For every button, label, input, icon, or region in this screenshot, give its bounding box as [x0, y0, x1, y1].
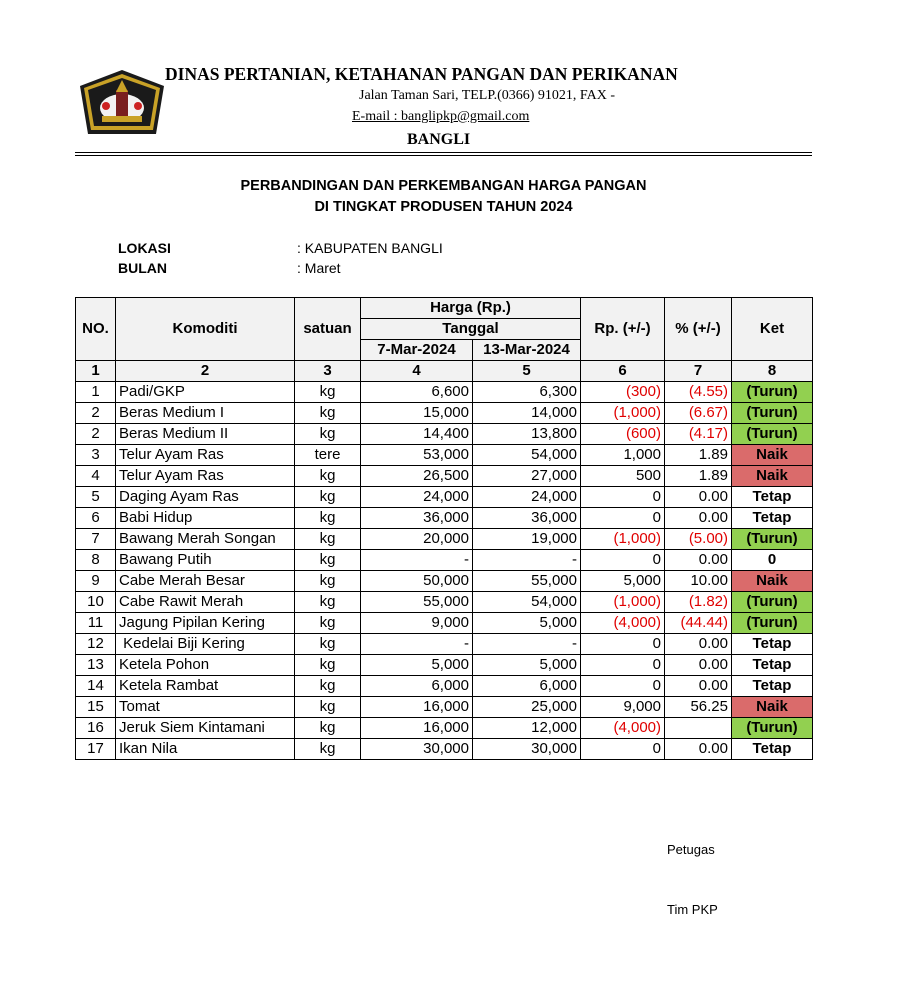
commodity-name: Cabe Merah Besar — [116, 571, 295, 592]
price-date-2: - — [473, 550, 581, 571]
rp-change: 0 — [581, 550, 665, 571]
month-label: BULAN — [118, 260, 167, 276]
rp-change: 0 — [581, 655, 665, 676]
price-date-1: 50,000 — [361, 571, 473, 592]
price-date-1: - — [361, 550, 473, 571]
commodity-name: Ketela Pohon — [116, 655, 295, 676]
pct-change: 0.00 — [665, 676, 732, 697]
unit: kg — [295, 424, 361, 445]
column-number: 8 — [732, 361, 813, 382]
row-number: 10 — [76, 592, 116, 613]
row-number: 17 — [76, 739, 116, 760]
unit: kg — [295, 508, 361, 529]
row-number: 11 — [76, 613, 116, 634]
column-number: 2 — [116, 361, 295, 382]
commodity-name: Kedelai Biji Kering — [116, 634, 295, 655]
officer-team: Tim PKP — [667, 902, 718, 917]
rp-change: 0 — [581, 676, 665, 697]
header-rp-change: Rp. (+/-) — [581, 298, 665, 361]
status-badge: (Turun) — [732, 403, 813, 424]
officer-label: Petugas — [667, 842, 715, 857]
status-badge: Tetap — [732, 487, 813, 508]
price-date-2: 24,000 — [473, 487, 581, 508]
rp-change: (1,000) — [581, 529, 665, 550]
unit: kg — [295, 613, 361, 634]
price-date-2: 6,300 — [473, 382, 581, 403]
pct-change: (5.00) — [665, 529, 732, 550]
commodity-name: Beras Medium II — [116, 424, 295, 445]
status-badge: Naik — [732, 571, 813, 592]
status-badge: (Turun) — [732, 613, 813, 634]
rp-change: (4,000) — [581, 613, 665, 634]
location-value: : KABUPATEN BANGLI — [297, 240, 443, 256]
price-comparison-table — [75, 297, 813, 760]
header-pct-change: % (+/-) — [665, 298, 732, 361]
price-date-1: 16,000 — [361, 697, 473, 718]
price-date-1: 6,000 — [361, 676, 473, 697]
status-badge: (Turun) — [732, 529, 813, 550]
pct-change: 0.00 — [665, 739, 732, 760]
price-date-2: 6,000 — [473, 676, 581, 697]
rp-change: 1,000 — [581, 445, 665, 466]
commodity-name: Ketela Rambat — [116, 676, 295, 697]
table-row — [76, 697, 813, 718]
price-date-2: 54,000 — [473, 445, 581, 466]
pct-change: 0.00 — [665, 487, 732, 508]
price-date-2: 27,000 — [473, 466, 581, 487]
organization-city: BANGLI — [407, 131, 471, 148]
commodity-name: Telur Ayam Ras — [116, 466, 295, 487]
commodity-name: Ikan Nila — [116, 739, 295, 760]
status-badge: Tetap — [732, 508, 813, 529]
price-date-2: 55,000 — [473, 571, 581, 592]
commodity-name: Babi Hidup — [116, 508, 295, 529]
rp-change: (300) — [581, 382, 665, 403]
commodity-name: Cabe Rawit Merah — [116, 592, 295, 613]
price-date-1: 53,000 — [361, 445, 473, 466]
row-number: 8 — [76, 550, 116, 571]
status-badge: Naik — [732, 466, 813, 487]
price-date-1: 30,000 — [361, 739, 473, 760]
rp-change: 0 — [581, 508, 665, 529]
report-title-line-2: DI TINGKAT PRODUSEN TAHUN 2024 — [314, 199, 573, 215]
rp-change: 0 — [581, 739, 665, 760]
price-date-1: 36,000 — [361, 508, 473, 529]
price-date-1: 24,000 — [361, 487, 473, 508]
column-number: 3 — [295, 361, 361, 382]
table-row — [76, 445, 813, 466]
unit: kg — [295, 550, 361, 571]
table-body — [76, 382, 813, 760]
unit: kg — [295, 466, 361, 487]
header-date-1: 7-Mar-2024 — [361, 340, 473, 361]
price-date-2: - — [473, 634, 581, 655]
price-date-2: 25,000 — [473, 697, 581, 718]
price-date-2: 5,000 — [473, 655, 581, 676]
price-date-1: 55,000 — [361, 592, 473, 613]
column-number: 5 — [473, 361, 581, 382]
table-row — [76, 655, 813, 676]
rp-change: (600) — [581, 424, 665, 445]
table-row — [76, 739, 813, 760]
report-title-line-1: PERBANDINGAN DAN PERKEMBANGAN HARGA PANGAN — [240, 178, 647, 194]
letterhead-rule-bottom — [75, 155, 812, 156]
header-satuan: satuan — [295, 298, 361, 361]
rp-change: 0 — [581, 487, 665, 508]
unit: kg — [295, 529, 361, 550]
header-harga: Harga (Rp.) — [361, 298, 581, 319]
table-row — [76, 718, 813, 739]
rp-change: 9,000 — [581, 697, 665, 718]
commodity-name: Beras Medium I — [116, 403, 295, 424]
status-badge: Tetap — [732, 655, 813, 676]
status-badge: Tetap — [732, 739, 813, 760]
status-badge: Tetap — [732, 676, 813, 697]
commodity-name: Bawang Putih — [116, 550, 295, 571]
row-number: 1 — [76, 382, 116, 403]
organization-email[interactable]: E-mail : banglipkp@gmail.com — [352, 109, 530, 124]
pct-change: 1.89 — [665, 445, 732, 466]
price-date-1: 26,500 — [361, 466, 473, 487]
table-row — [76, 613, 813, 634]
organization-address: Jalan Taman Sari, TELP.(0366) 91021, FAX - — [359, 88, 616, 103]
row-number: 2 — [76, 424, 116, 445]
unit: kg — [295, 718, 361, 739]
status-badge: (Turun) — [732, 718, 813, 739]
commodity-name: Daging Ayam Ras — [116, 487, 295, 508]
table-row — [76, 676, 813, 697]
letterhead-rule-top — [75, 152, 812, 153]
price-date-1: - — [361, 634, 473, 655]
price-date-1: 16,000 — [361, 718, 473, 739]
table-row — [76, 382, 813, 403]
pct-change: (1.82) — [665, 592, 732, 613]
unit: kg — [295, 655, 361, 676]
rp-change: 0 — [581, 634, 665, 655]
pct-change: (4.55) — [665, 382, 732, 403]
column-number: 4 — [361, 361, 473, 382]
pct-change: 10.00 — [665, 571, 732, 592]
unit: kg — [295, 634, 361, 655]
row-number: 13 — [76, 655, 116, 676]
price-date-1: 15,000 — [361, 403, 473, 424]
table-row — [76, 634, 813, 655]
table-row — [76, 571, 813, 592]
pct-change: 56.25 — [665, 697, 732, 718]
row-number: 16 — [76, 718, 116, 739]
column-number: 6 — [581, 361, 665, 382]
table-row — [76, 487, 813, 508]
status-badge: 0 — [732, 550, 813, 571]
unit: kg — [295, 382, 361, 403]
pct-change: 0.00 — [665, 634, 732, 655]
pct-change: 0.00 — [665, 550, 732, 571]
pct-change: (4.17) — [665, 424, 732, 445]
price-date-1: 5,000 — [361, 655, 473, 676]
row-number: 7 — [76, 529, 116, 550]
pct-change: 0.00 — [665, 655, 732, 676]
table-row — [76, 550, 813, 571]
column-number: 1 — [76, 361, 116, 382]
status-badge: (Turun) — [732, 382, 813, 403]
column-number: 7 — [665, 361, 732, 382]
pct-change: 1.89 — [665, 466, 732, 487]
month-value: : Maret — [297, 260, 341, 276]
table-row — [76, 424, 813, 445]
row-number: 6 — [76, 508, 116, 529]
commodity-name: Padi/GKP — [116, 382, 295, 403]
rp-change: (1,000) — [581, 403, 665, 424]
price-date-2: 54,000 — [473, 592, 581, 613]
location-label: LOKASI — [118, 240, 171, 256]
pct-change — [665, 718, 732, 739]
commodity-name: Tomat — [116, 697, 295, 718]
unit: kg — [295, 571, 361, 592]
row-number: 12 — [76, 634, 116, 655]
header-tanggal: Tanggal — [361, 319, 581, 340]
table-row — [76, 508, 813, 529]
price-date-2: 13,800 — [473, 424, 581, 445]
price-date-1: 14,400 — [361, 424, 473, 445]
price-date-1: 9,000 — [361, 613, 473, 634]
row-number: 9 — [76, 571, 116, 592]
table-row — [76, 529, 813, 550]
table-row — [76, 403, 813, 424]
price-date-1: 20,000 — [361, 529, 473, 550]
commodity-name: Bawang Merah Songan — [116, 529, 295, 550]
row-number: 15 — [76, 697, 116, 718]
row-number: 3 — [76, 445, 116, 466]
unit: kg — [295, 676, 361, 697]
header-komoditi: Komoditi — [116, 298, 295, 361]
status-badge: (Turun) — [732, 592, 813, 613]
status-badge: Naik — [732, 445, 813, 466]
unit: kg — [295, 739, 361, 760]
rp-change: (4,000) — [581, 718, 665, 739]
price-date-2: 14,000 — [473, 403, 581, 424]
status-badge: (Turun) — [732, 424, 813, 445]
price-date-2: 12,000 — [473, 718, 581, 739]
status-badge: Naik — [732, 697, 813, 718]
unit: kg — [295, 697, 361, 718]
pct-change: 0.00 — [665, 508, 732, 529]
bangli-regency-emblem — [76, 68, 168, 142]
price-date-2: 30,000 — [473, 739, 581, 760]
header-no: NO. — [76, 298, 116, 361]
row-number: 14 — [76, 676, 116, 697]
commodity-name: Telur Ayam Ras — [116, 445, 295, 466]
rp-change: 500 — [581, 466, 665, 487]
row-number: 2 — [76, 403, 116, 424]
commodity-name: Jeruk Siem Kintamani — [116, 718, 295, 739]
price-date-2: 36,000 — [473, 508, 581, 529]
status-badge: Tetap — [732, 634, 813, 655]
commodity-name: Jagung Pipilan Kering — [116, 613, 295, 634]
pct-change: (44.44) — [665, 613, 732, 634]
row-number: 4 — [76, 466, 116, 487]
price-date-1: 6,600 — [361, 382, 473, 403]
price-date-2: 19,000 — [473, 529, 581, 550]
rp-change: (1,000) — [581, 592, 665, 613]
header-ket: Ket — [732, 298, 813, 361]
table-row — [76, 592, 813, 613]
rp-change: 5,000 — [581, 571, 665, 592]
row-number: 5 — [76, 487, 116, 508]
pct-change: (6.67) — [665, 403, 732, 424]
unit: kg — [295, 487, 361, 508]
table-row — [76, 466, 813, 487]
price-date-2: 5,000 — [473, 613, 581, 634]
header-date-2: 13-Mar-2024 — [473, 340, 581, 361]
unit: kg — [295, 403, 361, 424]
organization-name: DINAS PERTANIAN, KETAHANAN PANGAN DAN PERIKANAN — [165, 64, 678, 84]
unit: kg — [295, 592, 361, 613]
unit: tere — [295, 445, 361, 466]
